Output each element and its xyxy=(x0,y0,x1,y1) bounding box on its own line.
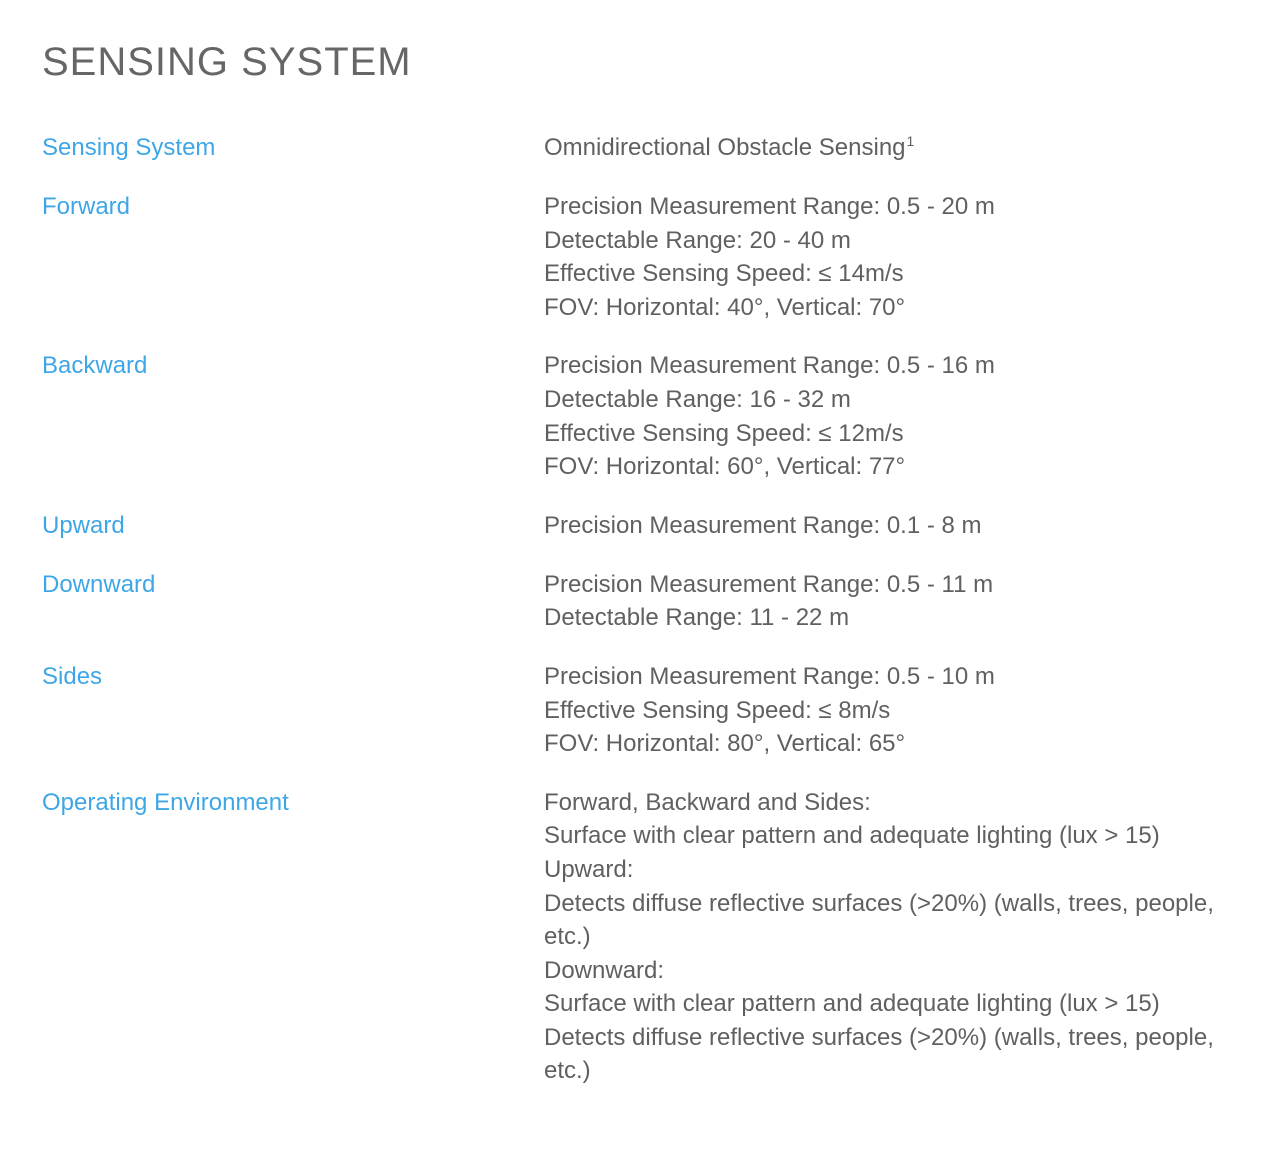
spec-value-line: Precision Measurement Range: 0.1 - 8 m xyxy=(544,511,982,539)
spec-values-forward xyxy=(544,190,1242,324)
spec-label-backward: Backward xyxy=(42,352,148,380)
spec-label-operating-environment: Operating Environment xyxy=(42,788,289,816)
spec-value-line: Precision Measurement Range: 0.5 - 10 m xyxy=(544,662,995,690)
spec-label-upward: Upward xyxy=(42,511,125,539)
spec-label-sides: Sides xyxy=(42,662,103,690)
spec-row-sensing-system xyxy=(42,131,1242,165)
spec-value-line: Precision Measurement Range: 0.5 - 11 m xyxy=(544,570,994,598)
spec-label-forward: Forward xyxy=(42,193,131,220)
spec-value-line: Downward: xyxy=(544,956,665,984)
spec-value-line: Detects diffuse reflective surfaces (>20%) (walls, trees, people, etc.) xyxy=(544,1023,1214,1085)
spec-value-line: Forward, Backward and Sides: xyxy=(544,788,871,816)
spec-row-backward xyxy=(42,349,1242,483)
spec-row-operating-environment xyxy=(42,786,1242,1088)
spec-value-line: Omnidirectional Obstacle Sensing$^1$ xyxy=(544,133,915,161)
spec-row-forward xyxy=(42,190,1242,324)
spec-row-upward xyxy=(42,509,1242,543)
spec-value-line: FOV: Horizontal: 60°, Vertical: 77° xyxy=(544,453,906,481)
spec-row-downward xyxy=(42,568,1242,635)
spec-row-sides xyxy=(42,660,1242,761)
spec-value-line: Detects diffuse reflective surfaces (>20%) (walls, trees, people, etc.) xyxy=(544,889,1214,951)
spec-values-upward xyxy=(544,509,1242,543)
spec-value-line: Surface with clear pattern and adequate lighting (lux > 15) xyxy=(544,822,1160,850)
spec-value-line: Precision Measurement Range: 0.5 - 16 m xyxy=(544,352,995,380)
spec-label-downward: Downward xyxy=(42,570,156,598)
spec-value-line: Precision Measurement Range: 0.5 - 20 m xyxy=(544,193,995,220)
spec-values-sensing-system xyxy=(544,131,1242,165)
spec-value-line: Surface with clear pattern and adequate lighting (lux > 15) xyxy=(544,990,1160,1018)
spec-values-downward xyxy=(544,568,1242,635)
spec-label-sensing-system: Sensing System xyxy=(42,134,216,161)
spec-values-operating-environment xyxy=(544,786,1242,1088)
spec-value-line: Detectable Range: 11 - 22 m xyxy=(544,604,850,632)
spec-value-line: Effective Sensing Speed: ≤ 8m/s xyxy=(544,696,891,724)
spec-value-line: Detectable Range: 20 - 40 m xyxy=(544,226,851,254)
footnote-marker: 1 xyxy=(906,133,915,149)
spec-value-line: Upward: xyxy=(544,855,634,883)
spec-value-line: Detectable Range: 16 - 32 m xyxy=(544,385,851,413)
spec-list xyxy=(42,131,1242,1113)
spec-value-line: FOV: Horizontal: 40°, Vertical: 70° xyxy=(544,293,906,321)
spec-value-line: Effective Sensing Speed: ≤ 12m/s xyxy=(544,419,904,447)
spec-value-line: FOV: Horizontal: 80°, Vertical: 65° xyxy=(544,730,906,758)
spec-value-line: Effective Sensing Speed: ≤ 14m/s xyxy=(544,260,904,288)
spec-values-sides xyxy=(544,660,1242,761)
spec-values-backward xyxy=(544,349,1242,483)
page-title: SENSING SYSTEM xyxy=(42,40,412,84)
